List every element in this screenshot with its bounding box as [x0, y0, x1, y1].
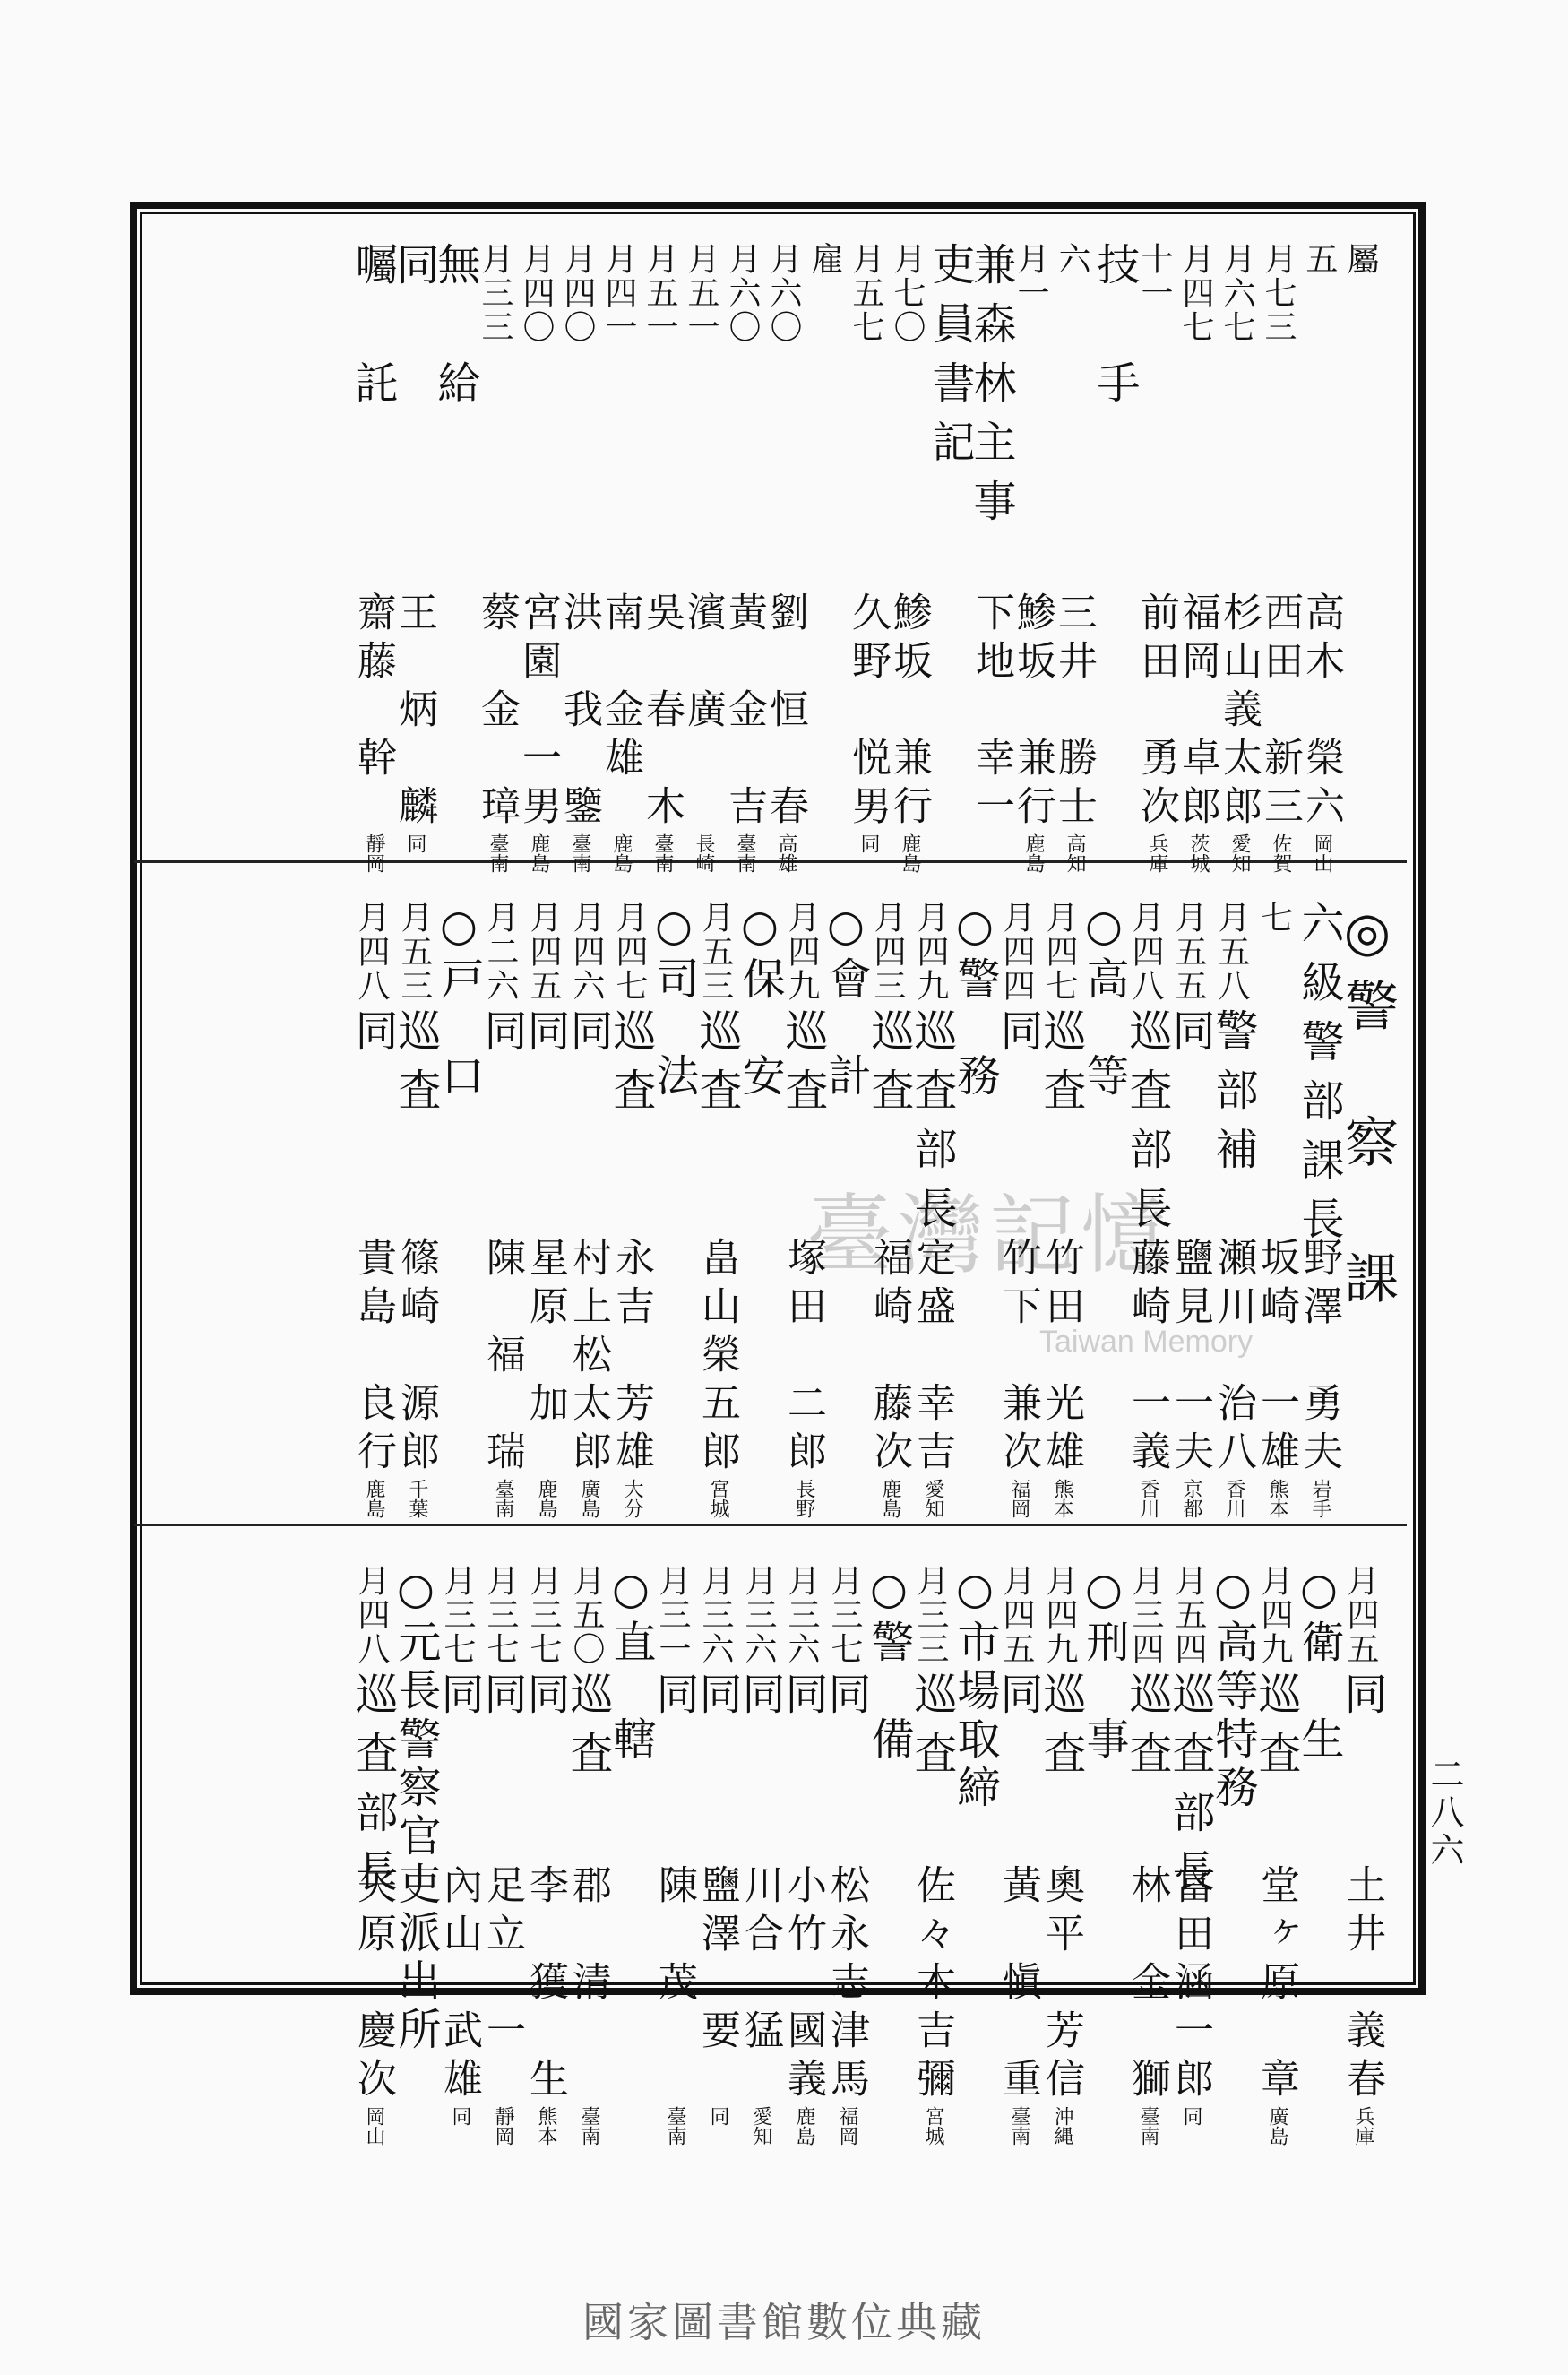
salary-rank: 月七三	[1260, 242, 1297, 344]
salary-rank: 月三三	[912, 1564, 949, 1666]
position-title: 同	[649, 1671, 699, 1731]
salary-rank: 月四七	[1177, 242, 1214, 344]
salary-rank: 月四五	[525, 901, 562, 1003]
origin-prefecture: 福岡	[836, 2106, 858, 2146]
salary-rank: 五	[1301, 242, 1338, 276]
official-name: 坂崎 一雄	[1254, 1237, 1299, 1479]
origin-prefecture: 臺南	[492, 1479, 514, 1518]
official-name: 下地 幸一	[969, 592, 1014, 833]
official-name: 竹田 光雄	[1038, 1237, 1084, 1479]
official-name: 久野 悦男	[845, 592, 891, 833]
origin-prefecture: 臺南	[487, 833, 509, 873]
position-title: 同	[778, 1671, 828, 1731]
position-title: 巡査部長	[907, 1008, 957, 1245]
salary-rank: 月四八	[1127, 901, 1164, 1003]
origin-prefecture: 臺南	[664, 2106, 686, 2146]
official-name: 內山 武雄	[436, 1864, 482, 2106]
official-name: 洪 我 鑒	[556, 592, 602, 833]
official-name: 黃 愼 重	[995, 1864, 1041, 2106]
origin-prefecture: 高雄	[775, 833, 797, 873]
section-heading: ○司 法	[649, 901, 699, 1101]
salary-rank: 月六七	[1219, 242, 1255, 344]
origin-prefecture: 愛知	[750, 2106, 772, 2146]
origin-prefecture: 佐賀	[1270, 833, 1292, 873]
origin-prefecture: 京都	[1180, 1479, 1202, 1518]
official-name: 奧平 芳信	[1038, 1864, 1084, 2106]
salary-rank: 月四七	[1041, 901, 1078, 1003]
official-name: 足立 一	[479, 1864, 525, 2058]
salary-rank: 月六〇	[765, 242, 802, 344]
official-name: 濱 廣	[680, 592, 726, 737]
salary-rank: 月四九	[912, 901, 949, 1003]
official-name: 福岡 卓郎	[1175, 592, 1220, 833]
position-title: 無 給	[430, 242, 480, 419]
salary-rank: 月二六	[482, 901, 519, 1003]
position-title: 同	[692, 1671, 742, 1731]
origin-prefecture: 同	[449, 2106, 471, 2126]
position-title: 同	[1165, 1008, 1215, 1067]
salary-rank: 月四八	[353, 901, 390, 1003]
origin-prefecture: 兵庫	[1352, 2106, 1374, 2146]
section-heading: ○刑 事	[1079, 1564, 1129, 1765]
official-name: 堂ヶ原 章	[1254, 1864, 1299, 2106]
section-heading: ○戸 口	[434, 901, 484, 1101]
position-title: 巡査	[907, 1671, 957, 1790]
official-name: 郡 清	[565, 1864, 611, 2009]
salary-rank: 月三七	[439, 1564, 476, 1666]
official-name: 高木 榮六	[1298, 592, 1344, 833]
origin-prefecture: 長崎	[693, 833, 715, 873]
salary-rank: 月五四	[1170, 1564, 1207, 1666]
section-heading: ○高等特務	[1208, 1564, 1258, 1813]
position-title: 巡査部長	[348, 1671, 398, 1908]
position-title: 同	[477, 1671, 527, 1731]
origin-prefecture: 同	[1180, 2106, 1202, 2126]
official-name: 林 金 獅	[1124, 1864, 1170, 2106]
position-title: 同	[520, 1008, 570, 1067]
official-name: 矢原 慶次	[350, 1864, 396, 2106]
salary-rank: 月四八	[353, 1564, 390, 1666]
official-name: 鯵坂 兼行	[886, 592, 932, 833]
origin-prefecture: 同	[707, 2106, 729, 2126]
origin-prefecture: 靜岡	[492, 2106, 514, 2146]
origin-prefecture: 廣島	[1266, 2106, 1288, 2146]
origin-prefecture: 香川	[1223, 1479, 1245, 1518]
salary-rank: 月五一	[642, 242, 678, 344]
salary-rank: 月三六	[740, 1564, 777, 1666]
salary-rank: 月五八	[1213, 901, 1250, 1003]
origin-prefecture: 同	[857, 833, 880, 853]
position-title: 巡査	[1251, 1671, 1301, 1790]
official-name: 小竹 國義	[780, 1864, 826, 2106]
origin-prefecture: 茨城	[1187, 833, 1210, 873]
salary-rank: 月四五	[998, 1564, 1035, 1666]
official-name: 陳 茂	[651, 1864, 697, 2009]
position-title: 巡査	[1036, 1671, 1086, 1790]
position-title: 同	[993, 1671, 1043, 1731]
position-title: 同	[563, 1008, 613, 1067]
official-name: 劉 恒 春	[762, 592, 808, 833]
official-name: 吳 春 木	[639, 592, 685, 833]
position-title: 巡査	[563, 1671, 613, 1790]
official-name: 前田 勇次	[1133, 592, 1179, 833]
origin-prefecture: 熊本	[1051, 1479, 1073, 1518]
origin-prefecture: 宮城	[707, 1479, 729, 1518]
origin-prefecture: 愛知	[1228, 833, 1251, 873]
position-title: 巡査	[778, 1008, 828, 1127]
salary-rank: 月三六	[783, 1564, 820, 1666]
position-title: 巡査	[391, 1008, 441, 1127]
official-name: 永吉 芳雄	[608, 1237, 654, 1479]
official-name: 塚田 二郎	[780, 1237, 826, 1479]
official-name: 宮園 一男	[515, 592, 561, 833]
origin-prefecture: 岩手	[1309, 1479, 1331, 1518]
official-name: 村上松太郎	[565, 1237, 611, 1479]
salary-rank: 月七〇	[889, 242, 926, 344]
official-name: 南 金雄	[598, 592, 643, 785]
official-name: 杉山義太郎	[1216, 592, 1262, 833]
official-name: 蔡 金 璋	[474, 592, 520, 833]
position-title: 同	[348, 1008, 398, 1067]
position-title: 吏員書記	[925, 242, 975, 479]
origin-prefecture: 鹿島	[528, 833, 550, 873]
official-name: 鹽澤 要	[694, 1864, 740, 2058]
watermark-english: Taiwan Memory	[1039, 1325, 1254, 1359]
origin-prefecture: 千葉	[406, 1479, 428, 1518]
official-name: 齋藤 幹	[350, 592, 396, 785]
origin-prefecture: 廣島	[578, 1479, 600, 1518]
salary-rank: 月三七	[826, 1564, 863, 1666]
salary-rank: 月五三	[697, 901, 734, 1003]
origin-prefecture: 鹿島	[535, 1479, 557, 1518]
origin-prefecture: 靜岡	[363, 833, 385, 873]
origin-prefecture: 鹿島	[1022, 833, 1045, 873]
position-title: 囑 託	[348, 242, 398, 419]
salary-rank: 月五七	[848, 242, 884, 344]
salary-rank: 月五五	[1170, 901, 1207, 1003]
official-name: 三井 勝士	[1051, 592, 1097, 833]
origin-prefecture: 熊本	[535, 2106, 557, 2146]
salary-rank: 月四一	[600, 242, 637, 344]
section-heading: ○市場取締	[950, 1564, 1000, 1813]
section-heading: ○高 等	[1079, 901, 1129, 1101]
origin-prefecture: 沖縄	[1051, 2106, 1073, 2146]
position-title: 同	[389, 242, 439, 301]
origin-prefecture: 岡山	[363, 2106, 385, 2146]
official-name: 鯵坂 兼行	[1010, 592, 1055, 833]
salary-rank: 月六〇	[724, 242, 761, 344]
salary-rank: 月四九	[1041, 1564, 1078, 1666]
position-title: 巡査部長	[1165, 1671, 1215, 1908]
origin-prefecture: 兵庫	[1146, 833, 1168, 873]
salary-rank: 月三一	[654, 1564, 691, 1666]
official-name: 貴島 良行	[350, 1237, 396, 1479]
position-title: 兼森林主事	[966, 242, 1016, 538]
origin-prefecture: 宮城	[922, 2106, 944, 2146]
official-name: 王 炳 麟	[392, 592, 437, 833]
position-title: 同	[993, 1008, 1043, 1067]
origin-prefecture: 福岡	[1008, 1479, 1030, 1518]
page-number: 二八六	[1425, 1757, 1464, 1870]
position-title: 巡査	[606, 1008, 656, 1127]
position-title: 巡査部長	[1122, 1008, 1172, 1245]
salary-rank: 月三四	[1127, 1564, 1164, 1666]
salary-rank: 月四五	[1342, 1564, 1379, 1666]
salary-rank: 月四九	[1256, 1564, 1293, 1666]
official-name: 佐々木吉彌	[909, 1864, 955, 2106]
position-title: 同	[821, 1671, 871, 1731]
origin-prefecture: 臺南	[578, 2106, 600, 2146]
official-name: 福崎 藤次	[866, 1237, 912, 1479]
official-name: 土井 義春	[1340, 1864, 1385, 2106]
position-title: 巡査	[1122, 1671, 1172, 1790]
position-title: 同	[1337, 1671, 1387, 1731]
official-name: 竹下 兼次	[995, 1237, 1041, 1479]
position-title: 同	[520, 1671, 570, 1731]
official-name: 松永志津馬	[823, 1864, 869, 2106]
official-name: 畠山榮五郎	[694, 1237, 740, 1479]
origin-prefecture: 臺南	[1137, 2106, 1159, 2146]
salary-rank: 月四〇	[518, 242, 555, 344]
origin-prefecture: 臺南	[734, 833, 756, 873]
origin-prefecture: 熊本	[1266, 1479, 1288, 1518]
section-heading: ○元長警察官吏派出所	[391, 1564, 441, 2055]
origin-prefecture: 鹿島	[363, 1479, 385, 1518]
section-heading: ○直 轄	[606, 1564, 656, 1765]
footer-caption: 國家圖書館數位典藏	[582, 2298, 986, 2346]
salary-rank: 六	[1054, 242, 1090, 276]
position-title: 六級警部課長	[1294, 901, 1344, 1256]
origin-prefecture: 大分	[621, 1479, 643, 1518]
watermark-text: 臺灣記憶	[806, 1185, 1172, 1285]
section-heading: ○警 備	[864, 1564, 914, 1765]
official-name: 定盛 幸吉	[909, 1237, 955, 1479]
origin-prefecture: 鹿島	[879, 1479, 901, 1518]
salary-rank: 雇	[806, 242, 843, 276]
origin-prefecture: 鹿島	[793, 2106, 815, 2146]
official-name: 西田 新三	[1257, 592, 1303, 833]
salary-rank: 月四〇	[559, 242, 596, 344]
official-name: 瀬川 治八	[1210, 1237, 1256, 1479]
salary-rank: 月四三	[869, 901, 906, 1003]
origin-prefecture: 鹿島	[610, 833, 633, 873]
origin-prefecture: 香川	[1137, 1479, 1159, 1518]
salary-rank: 月三六	[697, 1564, 734, 1666]
origin-prefecture: 臺南	[651, 833, 674, 873]
origin-prefecture: 岡山	[1311, 833, 1333, 873]
position-title: 同	[434, 1671, 484, 1731]
salary-rank: 屬	[1342, 242, 1379, 276]
section-heading: ○警 務	[950, 901, 1000, 1101]
salary-rank: 月五〇	[568, 1564, 605, 1666]
origin-prefecture: 臺南	[569, 833, 591, 873]
official-name: 川合 猛	[737, 1864, 783, 2058]
section-heading: ○保 安	[735, 901, 785, 1101]
section-heading: ○衛 生	[1294, 1564, 1344, 1765]
section-divider-top	[134, 860, 1407, 863]
official-name: 陳 福 瑞	[479, 1237, 525, 1479]
salary-rank: 月四四	[998, 901, 1035, 1003]
salary-rank: 七	[1256, 901, 1293, 935]
salary-rank: 月三三	[477, 242, 513, 344]
official-name: 李 獲 生	[522, 1864, 568, 2106]
position-title: 同	[735, 1671, 785, 1731]
salary-rank: 月五一	[683, 242, 719, 344]
position-title: 巡査	[864, 1008, 914, 1127]
origin-prefecture: 高知	[1064, 833, 1086, 873]
official-name: 篠崎 源郎	[393, 1237, 439, 1479]
origin-prefecture: 鹿島	[899, 833, 921, 873]
section-heading: ○會 計	[821, 901, 871, 1101]
salary-rank: 月三七	[525, 1564, 562, 1666]
official-name: 鹽見 一夫	[1167, 1237, 1213, 1479]
salary-rank: 月三七	[482, 1564, 519, 1666]
salary-rank: 十一	[1136, 242, 1173, 310]
position-title: 技 手	[1090, 242, 1140, 419]
origin-prefecture: 同	[404, 833, 426, 853]
salary-rank: 月四九	[783, 901, 820, 1003]
origin-prefecture: 愛知	[922, 1479, 944, 1518]
origin-prefecture: 長野	[793, 1479, 815, 1518]
position-title: 警部補	[1208, 1008, 1258, 1186]
section-heading: ◎警 察 課	[1336, 901, 1399, 1318]
official-name: 野澤 勇夫	[1297, 1237, 1342, 1479]
position-title: 巡査	[1036, 1008, 1086, 1127]
salary-rank: 月四七	[611, 901, 648, 1003]
position-title: 巡査	[692, 1008, 742, 1127]
official-name: 藤崎 一義	[1124, 1237, 1170, 1479]
salary-rank: 月五三	[396, 901, 433, 1003]
official-name: 黃 金 吉	[721, 592, 767, 833]
official-name: 星原 加	[522, 1237, 568, 1430]
salary-rank: 月四六	[568, 901, 605, 1003]
origin-prefecture: 臺南	[1008, 2106, 1030, 2146]
salary-rank: 月一	[1012, 242, 1049, 310]
section-divider-bottom	[134, 1524, 1407, 1526]
official-name: 富田涵一郎	[1167, 1864, 1213, 2106]
position-title: 同	[477, 1008, 527, 1067]
